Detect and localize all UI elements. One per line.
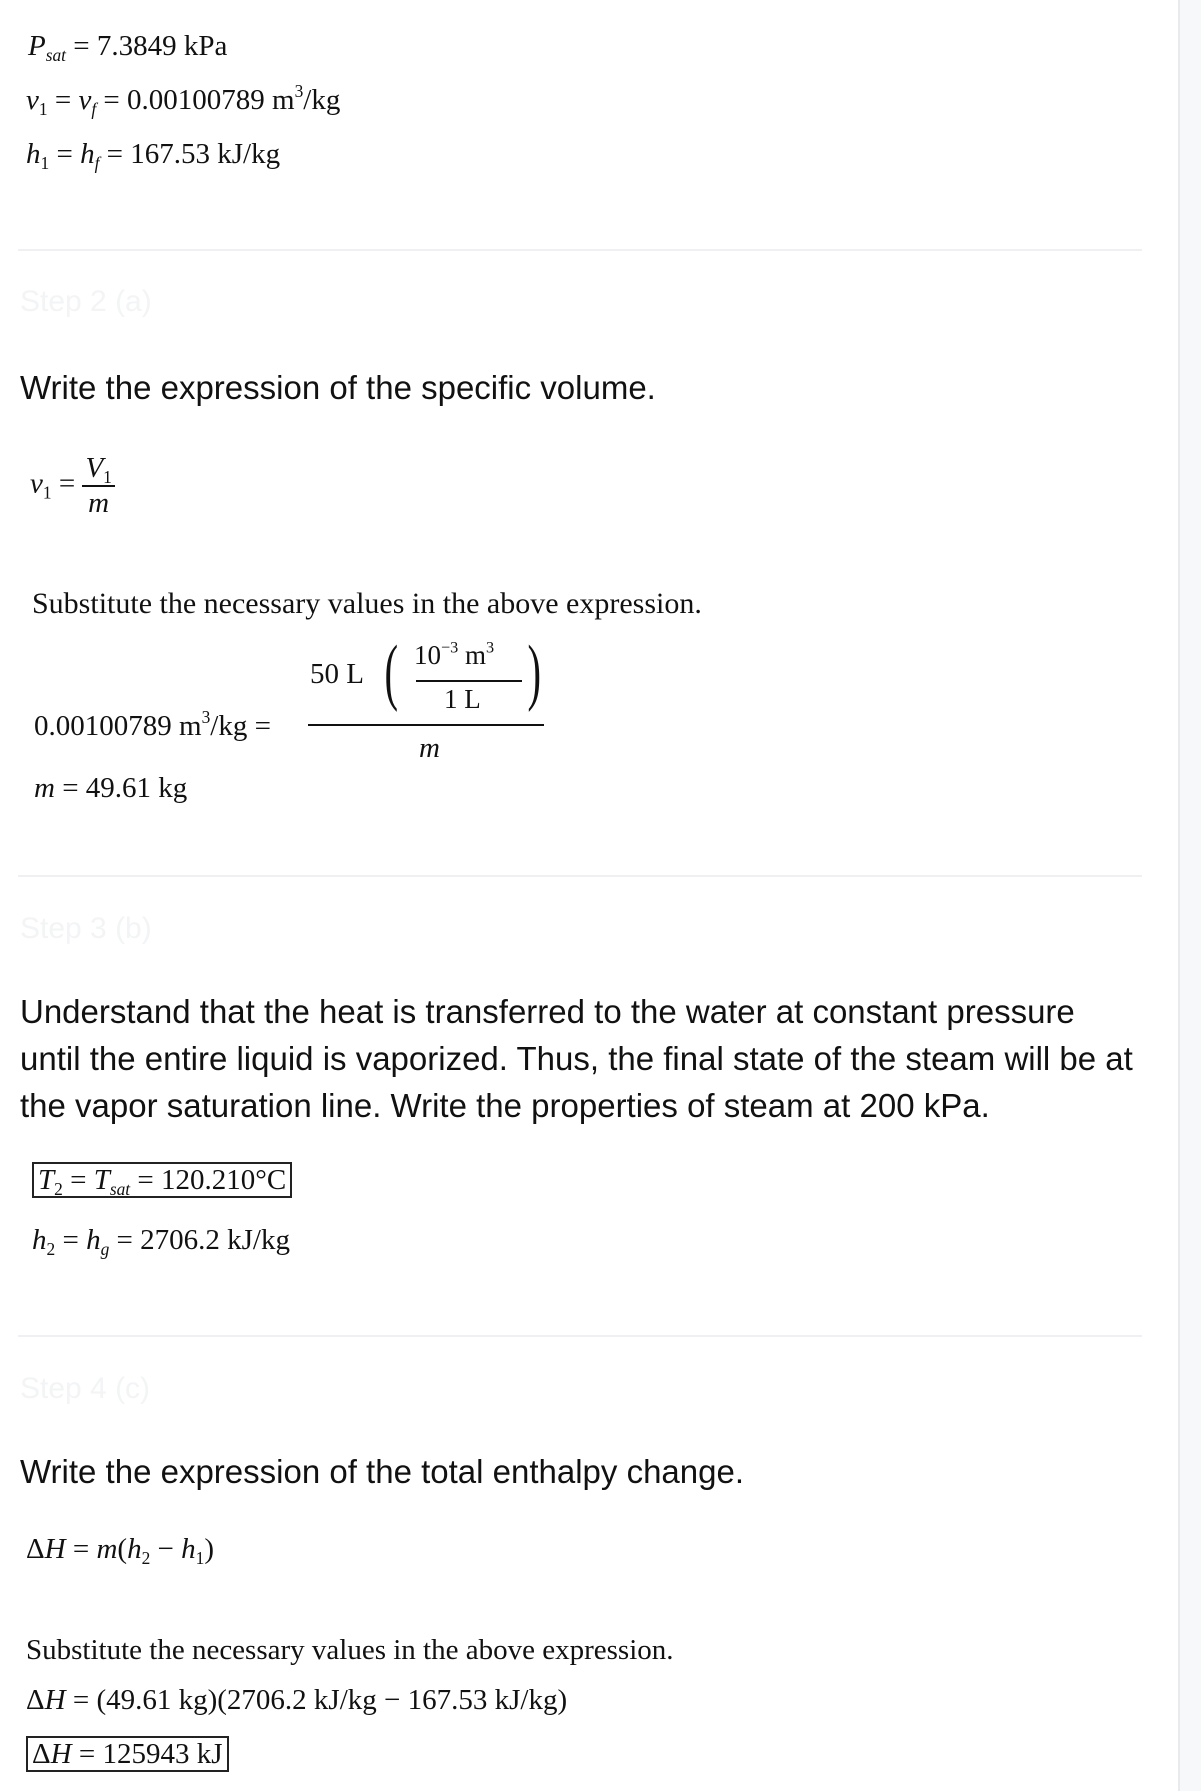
enthalpy-result	[26, 1738, 229, 1771]
specific-volume-formula: $v_1$ = $\frac{V_1}{m}$	[30, 452, 115, 520]
section-divider	[18, 249, 1142, 251]
v1-unit: /kg	[303, 84, 341, 116]
volume-over-mass-fraction: $\frac{V_1}{m}$	[82, 452, 114, 520]
enthalpy-value: = 125943 kJ	[78, 1738, 223, 1770]
t2-value: = 120.210°C	[137, 1164, 287, 1196]
v1-equation: $v_1 = v_f = 0.00100789$ $m^3/kg$	[26, 80, 341, 120]
mass-substitution-equation: 0.00100789 $m^3/kg$ = 50 L ( $10^{-3}$ $m^3$ 1 L ) m	[34, 640, 534, 765]
psat-value: = 7.3849 kPa	[73, 30, 228, 62]
h1-value: = 167.53 kJ/kg	[106, 138, 281, 170]
lhs-unit: /kg =	[210, 710, 271, 742]
enthalpy-boxed-result: ΔH = 125943 kJ	[26, 1736, 229, 1772]
step-c-intro: Write the expression of the total enthalpy change.	[20, 1453, 745, 1490]
t2-equation	[32, 1164, 292, 1200]
conversion-denominator: 1 L	[444, 684, 481, 714]
enthalpy-change-formula: $\Delta H = m(h_2 - h_1)$	[26, 1533, 215, 1569]
t2-boxed-result: $T_2 = T_{sat} = 120.210^\circ C$	[32, 1162, 292, 1198]
step-label-c: Step 4 (c)	[20, 1372, 151, 1405]
v1-value: = 0.00100789 m	[103, 84, 295, 116]
psat-equation: $P_{sat} = 7.3849$ kPa	[28, 30, 228, 66]
step-a-substitute-note: Substitute the necessary values in the above expression.	[32, 587, 702, 620]
scrollbar-rail[interactable]	[1178, 0, 1201, 1791]
mass-value: = 49.61 kg	[62, 772, 188, 804]
conversion-exponent: −3	[441, 638, 459, 657]
enthalpy-substitution: ΔH = (49.61 kg)(2706.2 kJ/kg − 167.53 kJ/kg)	[26, 1684, 568, 1716]
conversion-numerator: 10	[414, 640, 441, 670]
step-a-intro: Write the expression of the specific volume.	[20, 369, 656, 406]
lhs-value: 0.00100789 m	[34, 710, 202, 742]
step-c-substitute-note: Substitute the necessary values in the above expression.	[26, 1634, 674, 1666]
step-label-a: Step 2 (a)	[20, 285, 152, 318]
h1-equation: $h_1 = h_f = 167.53$ kJ/kg	[26, 138, 281, 174]
h2-equation: $h_2 = h_g = 2706.2$ kJ/kg	[32, 1224, 290, 1260]
step-label-b: Step 3 (b)	[20, 912, 152, 945]
conversion-unit: m	[464, 640, 486, 670]
step-b-intro: Understand that the heat is transferred to the water at constant pressure until the entire liquid is vaporized. Thus, the final state of the steam will be at the vapor saturation line. Write the properties of steam at 200 kPa.	[20, 993, 1133, 1124]
section-divider	[18, 1335, 1142, 1337]
numerator-volume: 50 L	[310, 658, 364, 690]
substitution-value: = (49.61 kg)(2706.2 kJ/kg − 167.53 kJ/kg)	[72, 1684, 568, 1716]
h2-value: = 2706.2 kJ/kg	[116, 1224, 290, 1256]
section-divider	[18, 875, 1142, 877]
mass-result: m = 49.61 kg	[34, 772, 188, 804]
